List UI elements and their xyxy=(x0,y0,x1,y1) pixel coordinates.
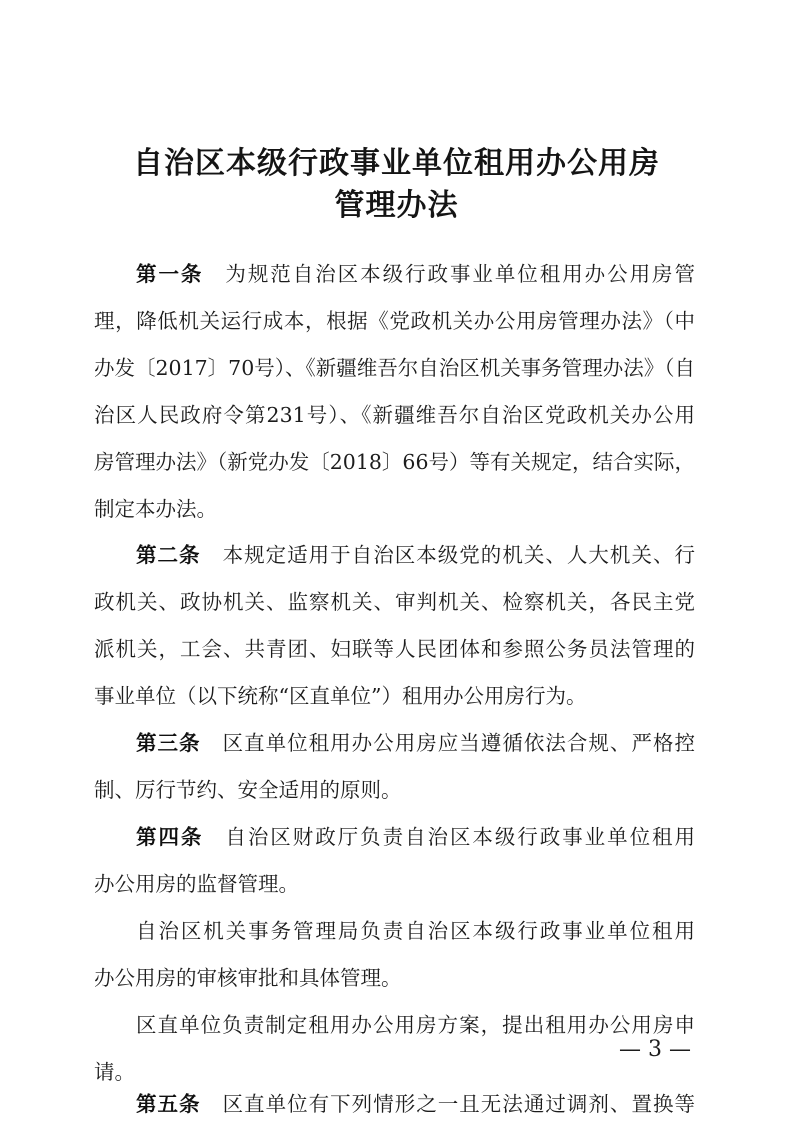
article-2-line-2: 政机关、政协机关、监察机关、审判机关、检察机关，各民主党 xyxy=(94,590,695,614)
article-1-heading: 第一条 xyxy=(136,262,204,286)
article-3-heading: 第三条 xyxy=(136,731,201,755)
article-3-line-2: 制、厉行节约、安全适用的原则。 xyxy=(94,778,402,802)
article-4-para-2-line-2: 办公用房的审核审批和具体管理。 xyxy=(94,966,402,990)
article-2-text: 本规定适用于自治区本级党的机关、人大机关、行 xyxy=(222,543,695,567)
article-1-line-6: 制定本办法。 xyxy=(94,497,217,521)
article-4-heading: 第四条 xyxy=(136,825,204,849)
article-4-line-1 xyxy=(136,819,695,855)
page-number: — 3 — xyxy=(619,1037,691,1062)
article-1-line-3: 办发〔2017〕70号）、《新疆维吾尔自治区机关事务管理办法》（自 xyxy=(94,356,695,380)
article-5-line-1 xyxy=(136,1086,695,1122)
article-1-line-1 xyxy=(136,256,695,292)
article-4-para-3-line-1: 区直单位负责制定租用办公用房方案，提出租用办公用房申 xyxy=(136,1013,695,1037)
article-5-heading: 第五条 xyxy=(136,1092,201,1116)
article-2-line-4: 事业单位（以下统称“区直单位”）租用办公用房行为。 xyxy=(94,684,587,708)
document-title-line-2: 管理办法 xyxy=(334,188,459,223)
article-2-line-3: 派机关，工会、共青团、妇联等人民团体和参照公务员法管理的 xyxy=(94,637,695,661)
article-2-line-1 xyxy=(136,537,695,573)
article-3-text: 区直单位租用办公用房应当遵循依法合规、严格控 xyxy=(222,731,695,755)
article-1-line-5: 房管理办法》（新党办发〔2018〕66号）等有关规定，结合实际， xyxy=(94,450,695,474)
document-title-line-1: 自治区本级行政事业单位租用办公用房 xyxy=(133,146,660,181)
article-4-line-2: 办公用房的监督管理。 xyxy=(94,872,299,896)
article-1-text: 为规范自治区本级行政事业单位租用办公用房管 xyxy=(225,262,695,286)
article-1-line-2: 理，降低机关运行成本，根据《党政机关办公用房管理办法》（中 xyxy=(94,309,695,333)
article-1-line-4: 治区人民政府令第231号）、《新疆维吾尔自治区党政机关办公用 xyxy=(94,403,695,427)
article-2-heading: 第二条 xyxy=(136,543,201,567)
article-4-para-3-line-2: 请。 xyxy=(94,1060,135,1084)
article-3-line-1 xyxy=(136,725,695,761)
article-5-text: 区直单位有下列情形之一且无法通过调剂、置换等 xyxy=(222,1092,695,1116)
article-4-text: 自治区财政厅负责自治区本级行政事业单位租用 xyxy=(225,825,695,849)
article-4-para-2-line-1: 自治区机关事务管理局负责自治区本级行政事业单位租用 xyxy=(136,919,695,943)
